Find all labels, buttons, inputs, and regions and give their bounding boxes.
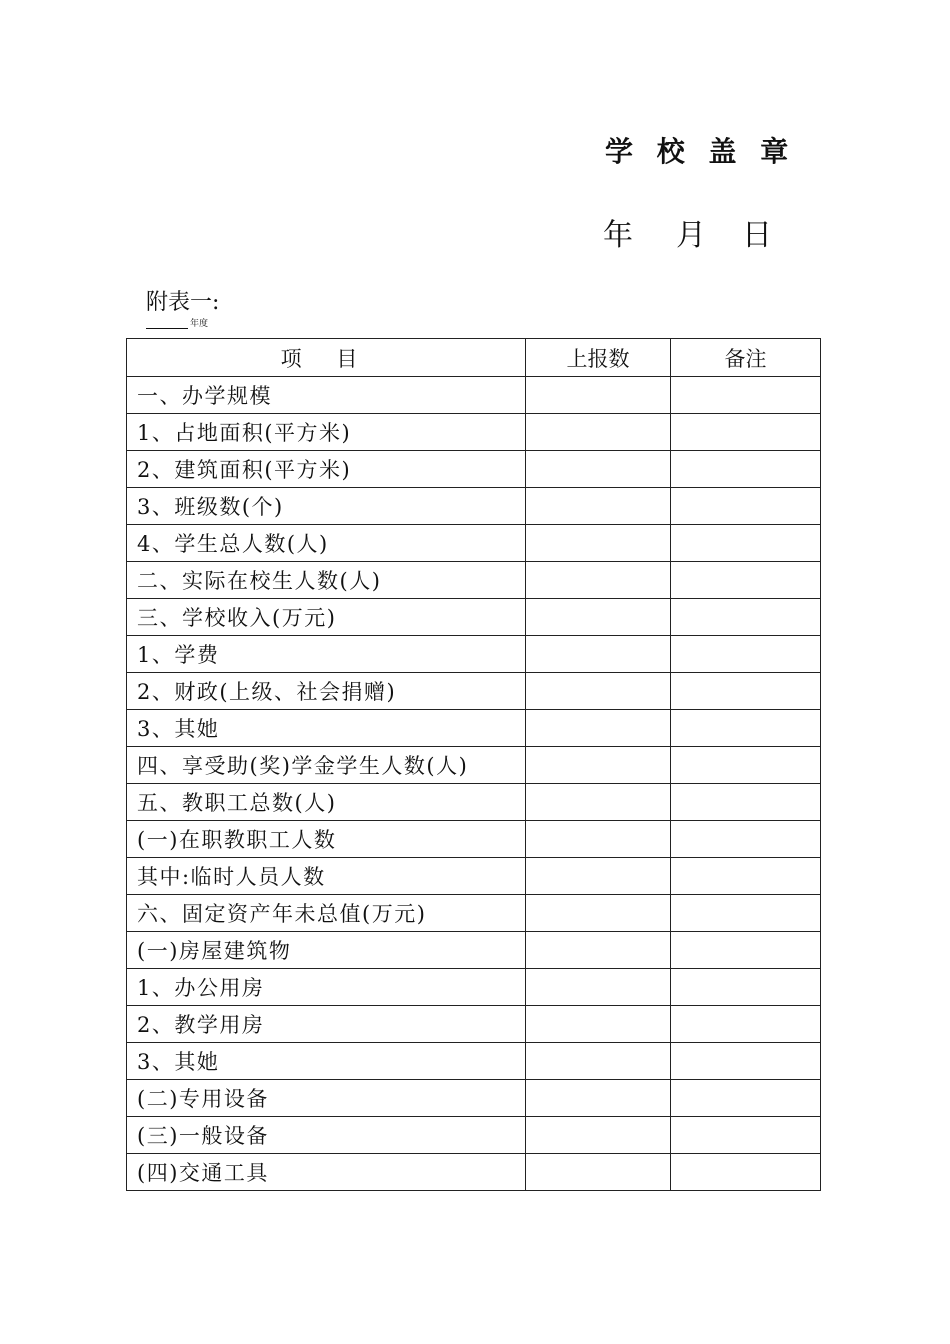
row-note-cell[interactable] — [671, 1006, 821, 1043]
row-value-cell[interactable] — [526, 895, 671, 932]
table-row — [127, 747, 821, 784]
row-value-cell[interactable] — [526, 673, 671, 710]
table-row — [127, 1154, 821, 1191]
row-value-cell[interactable] — [526, 636, 671, 673]
row-value-cell[interactable] — [526, 414, 671, 451]
row-item-label: 2、建筑面积(平方米) — [127, 451, 526, 488]
row-note-cell[interactable] — [671, 377, 821, 414]
school-seal-label: 学 校 盖 章 — [605, 135, 796, 168]
row-note-cell[interactable] — [671, 784, 821, 821]
row-note-cell[interactable] — [671, 525, 821, 562]
fiscal-year-line — [146, 316, 208, 329]
row-value-cell[interactable] — [526, 525, 671, 562]
row-value-cell[interactable] — [526, 784, 671, 821]
row-value-cell[interactable] — [526, 599, 671, 636]
table-row — [127, 414, 821, 451]
table-row — [127, 488, 821, 525]
row-item-label: (一)房屋建筑物 — [127, 932, 526, 969]
date-year-label: 年 — [603, 218, 633, 253]
row-note-cell[interactable] — [671, 1043, 821, 1080]
row-value-cell[interactable] — [526, 377, 671, 414]
table-row — [127, 932, 821, 969]
table-row — [127, 1117, 821, 1154]
row-value-cell[interactable] — [526, 1043, 671, 1080]
table-row — [127, 858, 821, 895]
table-row — [127, 562, 821, 599]
row-value-cell[interactable] — [526, 969, 671, 1006]
row-item-label: 五、教职工总数(人) — [127, 784, 526, 821]
row-item-label: 3、班级数(个) — [127, 488, 526, 525]
date-day-label: 日 — [742, 218, 772, 253]
date-month-label: 月 — [676, 218, 706, 253]
row-value-cell[interactable] — [526, 1006, 671, 1043]
row-value-cell[interactable] — [526, 858, 671, 895]
table-row — [127, 710, 821, 747]
row-item-label: 1、占地面积(平方米) — [127, 414, 526, 451]
row-item-label: 3、其她 — [127, 710, 526, 747]
table-row — [127, 969, 821, 1006]
row-item-label: (一)在职教职工人数 — [127, 821, 526, 858]
table-row — [127, 673, 821, 710]
table-row — [127, 377, 821, 414]
row-note-cell[interactable] — [671, 414, 821, 451]
table-row — [127, 1080, 821, 1117]
row-item-label: 4、学生总人数(人) — [127, 525, 526, 562]
row-note-cell[interactable] — [671, 858, 821, 895]
row-item-label: 四、享受助(奖)学金学生人数(人) — [127, 747, 526, 784]
row-note-cell[interactable] — [671, 1080, 821, 1117]
row-item-label: 三、学校收入(万元) — [127, 599, 526, 636]
table-row — [127, 1043, 821, 1080]
column-header-note: 备注 — [671, 339, 821, 377]
row-value-cell[interactable] — [526, 488, 671, 525]
table-row — [127, 451, 821, 488]
table-row — [127, 821, 821, 858]
row-note-cell[interactable] — [671, 969, 821, 1006]
row-note-cell[interactable] — [671, 673, 821, 710]
row-item-label: 六、固定资产年未总值(万元) — [127, 895, 526, 932]
row-note-cell[interactable] — [671, 932, 821, 969]
table-row — [127, 895, 821, 932]
row-note-cell[interactable] — [671, 747, 821, 784]
row-value-cell[interactable] — [526, 821, 671, 858]
appendix-title: 附表一: — [146, 290, 220, 315]
column-header-item: 项 目 — [127, 339, 526, 377]
row-note-cell[interactable] — [671, 451, 821, 488]
table-row — [127, 525, 821, 562]
row-note-cell[interactable] — [671, 636, 821, 673]
row-note-cell[interactable] — [671, 821, 821, 858]
report-table — [126, 338, 821, 1191]
row-item-label: 2、教学用房 — [127, 1006, 526, 1043]
row-value-cell[interactable] — [526, 1154, 671, 1191]
row-note-cell[interactable] — [671, 1154, 821, 1191]
row-note-cell[interactable] — [671, 710, 821, 747]
table-row — [127, 599, 821, 636]
row-value-cell[interactable] — [526, 932, 671, 969]
row-item-label: 2、财政(上级、社会捐赠) — [127, 673, 526, 710]
row-item-label: 其中:临时人员人数 — [127, 858, 526, 895]
table-header-row — [127, 339, 821, 377]
row-note-cell[interactable] — [671, 562, 821, 599]
row-note-cell[interactable] — [671, 488, 821, 525]
row-item-label: (二)专用设备 — [127, 1080, 526, 1117]
row-item-label: 一、办学规模 — [127, 377, 526, 414]
row-value-cell[interactable] — [526, 1080, 671, 1117]
row-item-label: 3、其她 — [127, 1043, 526, 1080]
year-label: 年度 — [190, 319, 209, 329]
table-row — [127, 1006, 821, 1043]
row-note-cell[interactable] — [671, 599, 821, 636]
row-item-label: (三)一般设备 — [127, 1117, 526, 1154]
row-value-cell[interactable] — [526, 451, 671, 488]
year-blank-field[interactable] — [146, 328, 188, 329]
table-row — [127, 636, 821, 673]
row-value-cell[interactable] — [526, 1117, 671, 1154]
column-header-value: 上报数 — [526, 339, 671, 377]
row-item-label: (四)交通工具 — [127, 1154, 526, 1191]
row-note-cell[interactable] — [671, 1117, 821, 1154]
row-item-label: 二、实际在校生人数(人) — [127, 562, 526, 599]
row-value-cell[interactable] — [526, 747, 671, 784]
row-value-cell[interactable] — [526, 710, 671, 747]
table-row — [127, 784, 821, 821]
row-value-cell[interactable] — [526, 562, 671, 599]
row-item-label: 1、学费 — [127, 636, 526, 673]
row-item-label: 1、办公用房 — [127, 969, 526, 1006]
row-note-cell[interactable] — [671, 895, 821, 932]
